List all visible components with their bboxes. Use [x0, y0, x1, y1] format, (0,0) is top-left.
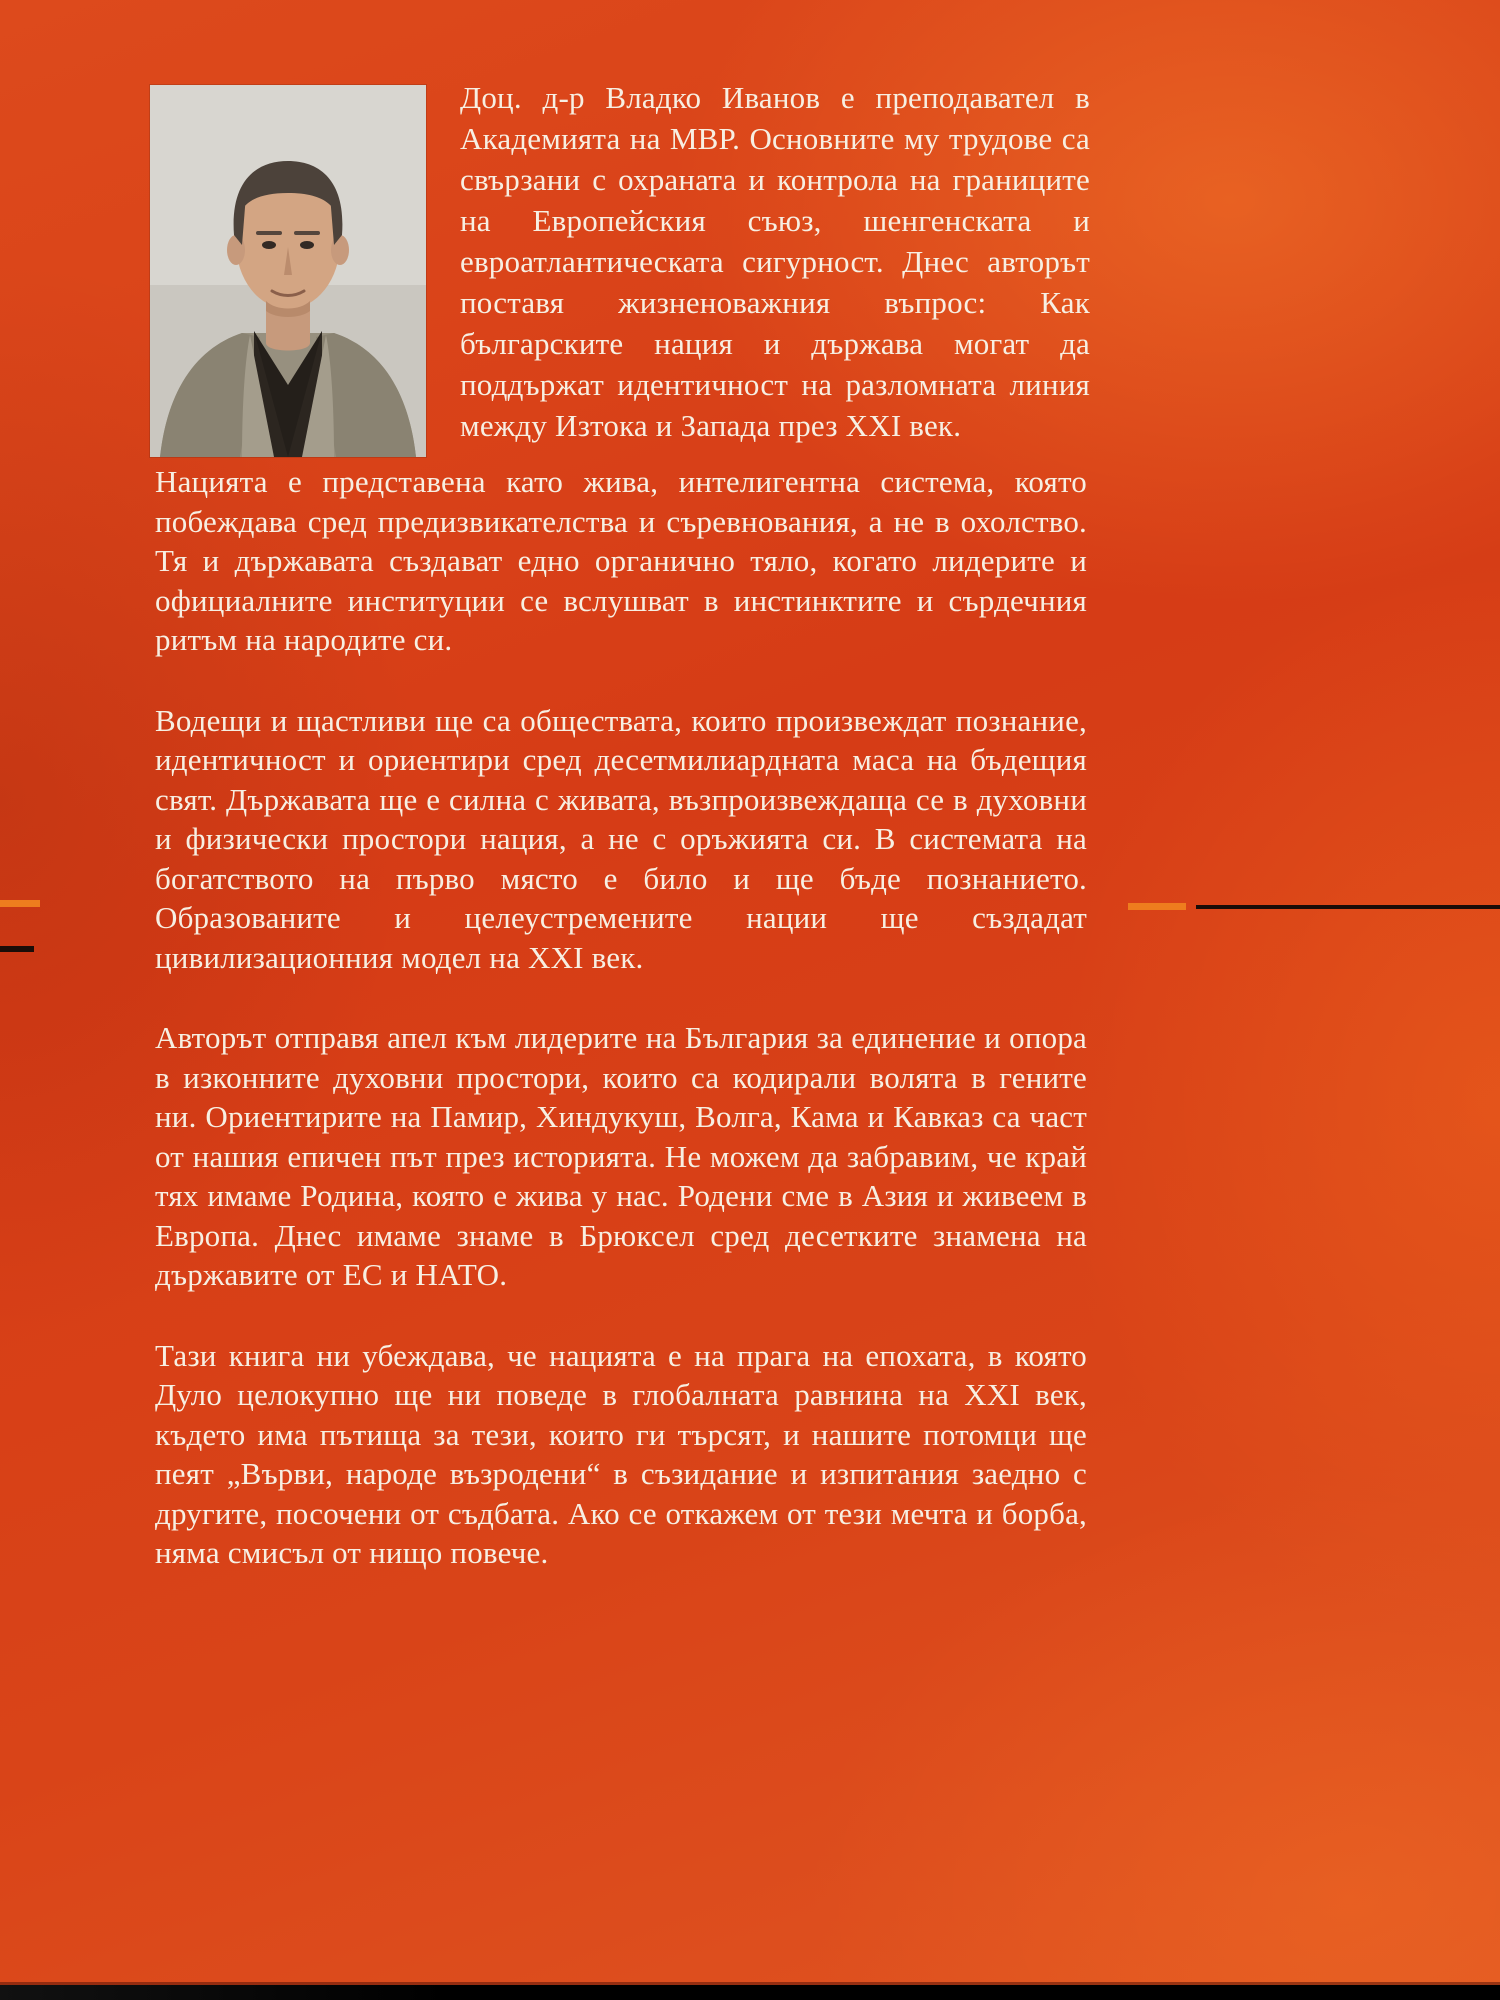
paragraph-societies: Водещи и щастливи ще са обществата, които произвеждат познание, идентичност и ориентири сред десетмилиардната маса на бъдещия свят. Държавата ще е силна с живата, възпроизвеждаща се в духовни и физически простори нация, а не с оръжията си. В системата на богатството на първо място е било и ще бъде познанието. Образованите и целеустремените нации ще създадат цивилизационния модел на XXI век. [155, 702, 1087, 975]
back-cover-text [155, 462, 1087, 1573]
paragraph-conclusion: Тази книга ни убеждава, че нацията е на прага на епохата, в която Дуло целокупно ще ни поведе в глобалната равнина на XXI век, където има пътища за тези, които ги търсят, и нашите потомци ще пеят „Върви, народе възродени“ в съзидание и изпитания заедно с другите, посочени от съдбата. Ако се откажем от тези мечта и борба, няма смисъл от нищо повече. [155, 1337, 1087, 1570]
left-orange-registration-mark [0, 900, 40, 907]
right-orange-registration-mark [1128, 903, 1186, 910]
author-portrait-illustration [150, 85, 426, 457]
bottom-scan-edge [0, 1985, 1500, 2000]
paragraph-appeal: Авторът отправя апел към лидерите на България за единение и опора в изконните духовни простори, които са кодирали волята в гените ни. Ориентирите на Памир, Хиндукуш, Волга, Кама и Кавказ са част от нашия епичен път през историята. Не можем да забравим, че край тях имаме Родина, която е жива у нас. Родени сме в Азия и живеем в Европа. Днес имаме знаме в Брюксел сред десетките знамена на държавите от ЕС и НАТО. [155, 1020, 1087, 1292]
paragraph-nation: Нацията е представена като жива, интелигентна система, която побеждава сред предизвикателства и съревнования, а не в охолство. Тя и държавата създават едно органично тяло, когато лидерите и официалните институции се вслушват в инстинктите и сърдечния ритъм на народите си. [155, 464, 1087, 657]
right-black-registration-mark [1196, 905, 1500, 909]
author-section [150, 80, 1090, 457]
author-photo [150, 85, 426, 457]
left-black-registration-mark [0, 946, 34, 952]
author-bio: Доц. д-р Владко Иванов е преподавател в Академията на МВР. Основните му трудове са свързани с охраната и контрола на границите на Европейския съюз, шенгенската и евроатлантическата сигурност. Днес авторът поставя жизненоважния въпрос: Как българските нация и държава могат да поддържат идентичност на разломната линия между Изтока и Запада през XXI век. [460, 80, 1090, 443]
